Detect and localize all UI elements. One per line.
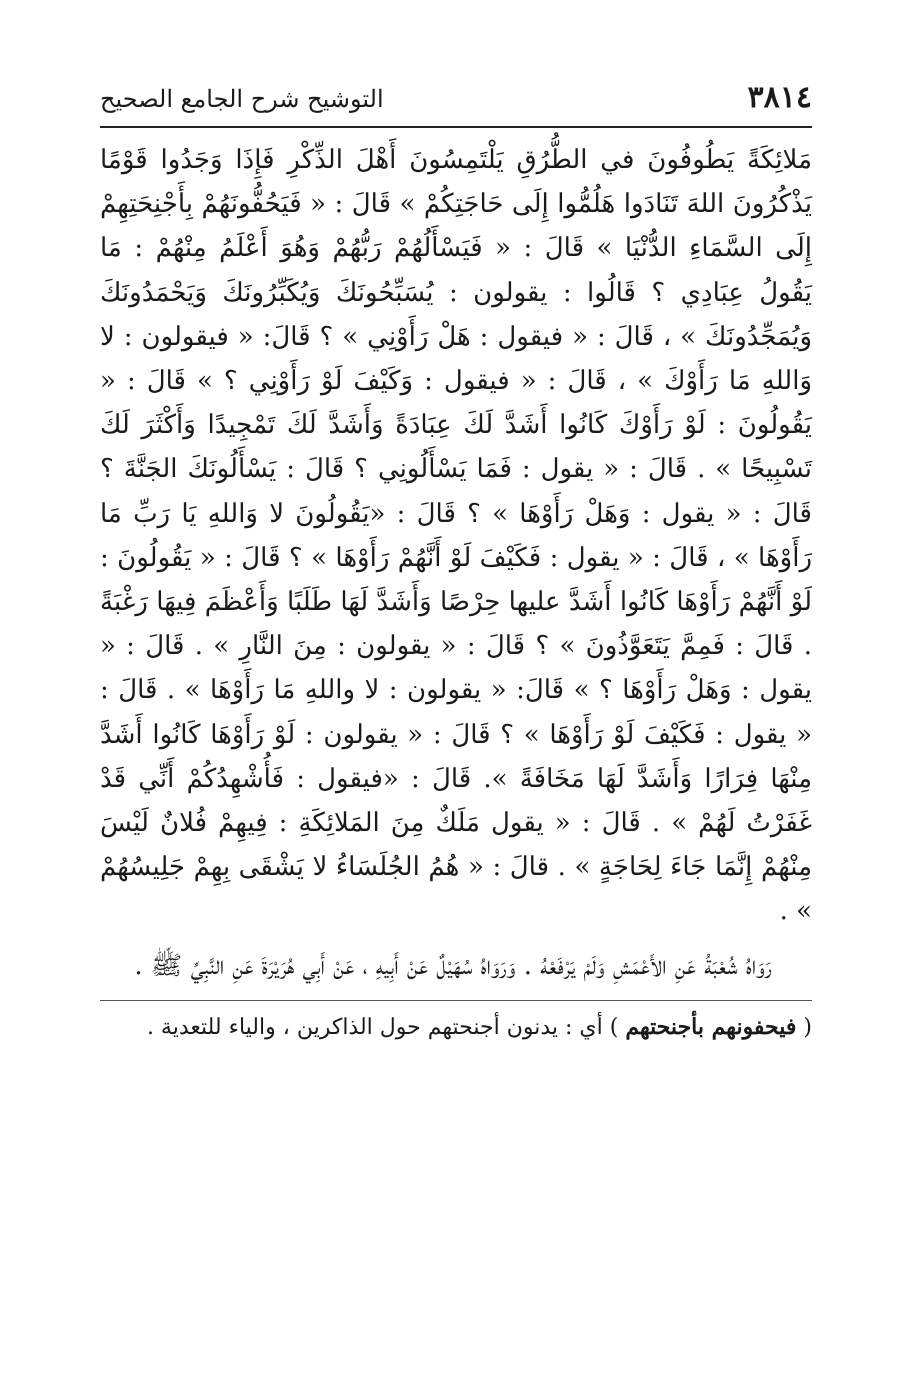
commentary-open-paren: ( bbox=[796, 1014, 812, 1040]
header-divider bbox=[100, 126, 812, 128]
commentary bbox=[100, 1007, 812, 1048]
running-title: التوشيح شرح الجامع الصحيح bbox=[100, 85, 384, 113]
hadith-text: مَلائِكَةً يَطُوفُونَ في الطُّرُقِ يَلْتَمِسُونَ أَهْلَ الذِّكْرِ فَإِذَا وَجَدُوا قَوْمًا يَذْكُرُونَ اللهَ تَنَادَوا هَلُمُّوا إِلَى حَاجَتِكُمْ » قَالَ : « فَيَحُفُّونَهُمْ بِأَجْنِحَتِهِمْ إِلَى السَّمَاءِ الدُّنْيَا » قَالَ : « فَيَسْأَلُهُمْ رَبُّهُمْ وَهُوَ أَعْلَمُ مِنْهُمْ : مَا يَقُولُ عِبَادِي ؟ قَالُوا : يقولون : يُسَبِّحُونَكَ وَيُكَبِّرُونَكَ وَيَحْمَدُونَكَ وَيُمَجِّدُونَكَ » ، قَالَ : « فيقول : هَلْ رَأَوْنِي » ؟ قَالَ: « فيقولون : لا وَاللهِ مَا رَأَوْكَ » ، قَالَ : « فيقول : وَكَيْفَ لَوْ رَأَوْنِي ؟ » قَالَ : « يَقُولُونَ : لَوْ رَأَوْكَ كَانُوا أَشَدَّ لَكَ عِبَادَةً وَأَشَدَّ لَكَ تَمْجِيدًا وَأَكْثَرَ لَكَ تَسْبِيحًا » . قَالَ : « يقول : فَمَا يَسْأَلُونِي ؟ قَالَ : يَسْأَلُونَكَ الجَنَّةَ ؟ قَالَ : « يقول : وَهَلْ رَأَوْهَا » ؟ قَالَ : «يَقُولُونَ لا وَاللهِ يَا رَبِّ مَا رَأَوْهَا » ، قَالَ : « يقول : فَكَيْفَ لَوْ أَنَّهُمْ رَأَوْهَا » ؟ قَالَ : « يَقُولُونَ : لَوْ أَنَّهُمْ رَأَوْهَا كَانُوا أَشَدَّ عليها حِرْصًا وَأَشَدَّ لَهَا طَلَبًا وَأَعْظَمَ فِيهَا رَغْبَةً . قَالَ : فَمِمَّ يَتَعَوَّذُونَ » ؟ قَالَ : « يقولون : مِنَ النَّارِ » . قَالَ : « يقول : وَهَلْ رَأَوْهَا ؟ » قَالَ: « يقولون : لا واللهِ مَا رَأَوْهَا » . قَالَ : « يقول : فَكَيْفَ لَوْ رَأَوْهَا » ؟ قَالَ : « يقولون : لَوْ رَأَوْهَا كَانُوا أَشَدَّ مِنْهَا فِرَارًا وَأَشَدَّ لَهَا مَخَافَةً ». قَالَ : «فيقول : فَأُشْهِدُكُمْ أَنِّي قَدْ غَفَرْتُ لَهُمْ » . قَالَ : « يقول مَلَكٌ مِنَ المَلائِكَةِ : فِيهِمْ فُلانٌ لَيْسَ مِنْهُمْ إِنَّمَا جَاءَ لِحَاجَةٍ » . قالَ : « هُمُ الجُلَسَاءُ لا يَشْقَى بِهِمْ جَلِيسُهُمْ » . bbox=[100, 145, 812, 927]
page-number: ٣٨١٤ bbox=[747, 80, 812, 115]
narration-chain: رَوَاهُ شُعْبَةُ عَنِ الأَعْمَشِ وَلَمْ يَرْفَعْهُ . وَرَوَاهُ سُهَيْلٌ عَنْ أَبِيهِ ، عَنْ أَبِي هُرَيْرَةَ عَنِ النَّبِيِّ ﷺ . bbox=[134, 950, 772, 981]
commentary-term: فيحفونهم بأجنحتهم bbox=[625, 1013, 797, 1040]
commentary-explanation: أي : يدنون أجنحتهم حول الذاكرين ، والياء للتعدية . bbox=[146, 1014, 610, 1040]
page-header bbox=[100, 78, 812, 124]
commentary-divider bbox=[100, 1000, 812, 1001]
page-body bbox=[100, 138, 812, 1048]
commentary-close-paren: ) bbox=[609, 1014, 626, 1040]
